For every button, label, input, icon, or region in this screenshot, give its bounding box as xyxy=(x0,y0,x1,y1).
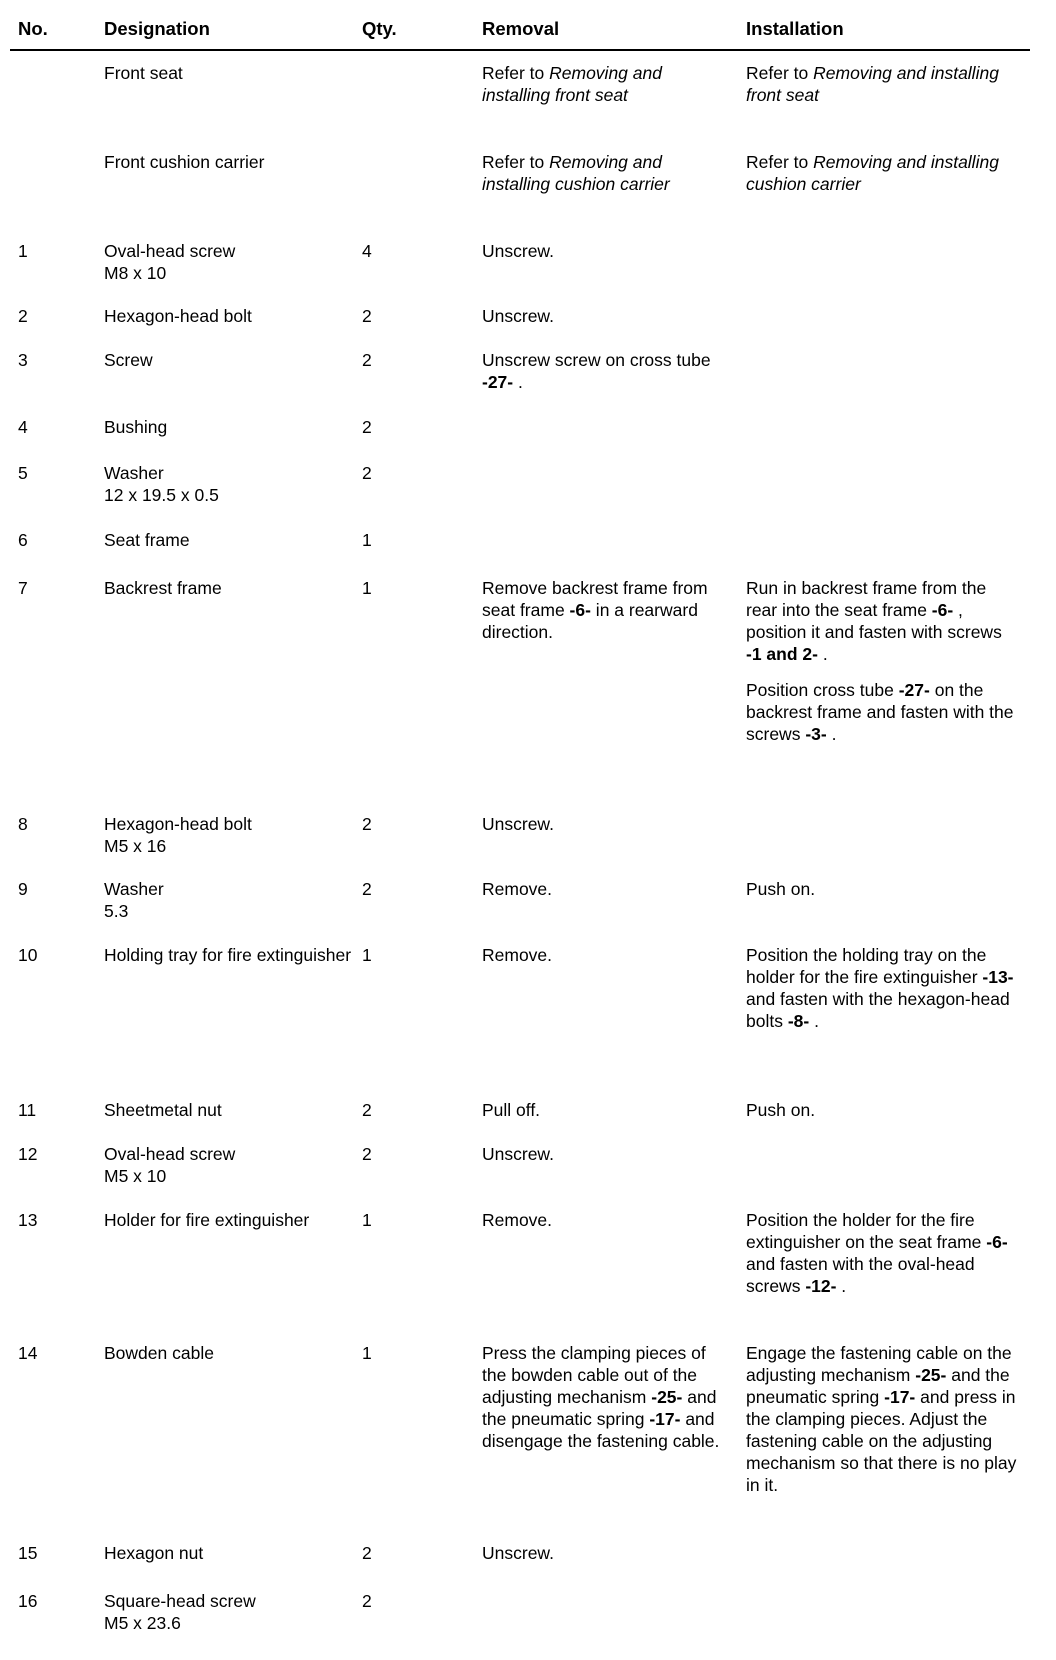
qty-cell: 1 xyxy=(362,578,372,598)
header-no: No. xyxy=(18,18,48,39)
number-cell: 10 xyxy=(18,945,38,965)
designation-cell: Bushing xyxy=(104,417,168,437)
removal-cell: Remove backrest frame from seat frame -6- in a rearward direction. xyxy=(482,578,708,642)
installation-cell: Run in backrest frame from the rear into the seat frame -6- , position it and fasten with screws -1 and 2- . Position cross tube -27- on the backrest frame and fasten with the screws -3- . xyxy=(746,578,1014,744)
removal-cell: Unscrew screw on cross tube -27- . xyxy=(482,350,711,392)
designation-cell: Holding tray for fire extinguisher xyxy=(104,945,352,965)
number-cell: 3 xyxy=(18,350,28,370)
designation-cell: Oval-head screw M5 x 10 xyxy=(104,1144,236,1186)
designation-cell: Hexagon-head bolt M5 x 16 xyxy=(104,814,252,856)
qty-cell: 4 xyxy=(362,241,372,261)
qty-cell: 2 xyxy=(362,306,372,326)
designation-cell: Screw xyxy=(104,350,153,370)
number-cell: 16 xyxy=(18,1591,38,1611)
number-cell: 5 xyxy=(18,463,28,483)
removal-cell: Unscrew. xyxy=(482,814,554,834)
installation-cell: Position the holder for the fire extinguisher on the seat frame -6- and fasten with the oval-head screws -12- . xyxy=(746,1210,1008,1296)
removal-cell: Unscrew. xyxy=(482,306,554,326)
number-cell: 13 xyxy=(18,1210,38,1230)
designation-cell: Holder for fire extinguisher xyxy=(104,1210,310,1230)
designation-cell: Washer 12 x 19.5 x 0.5 xyxy=(104,463,219,505)
number-cell: 14 xyxy=(18,1343,38,1363)
number-cell: 12 xyxy=(18,1144,38,1164)
number-cell: 6 xyxy=(18,530,28,550)
header-installation: Installation xyxy=(746,18,844,39)
qty-cell: 1 xyxy=(362,1343,372,1363)
number-cell: 8 xyxy=(18,814,28,834)
qty-cell: 2 xyxy=(362,1591,372,1611)
qty-cell: 1 xyxy=(362,1210,372,1230)
designation-cell: Hexagon-head bolt xyxy=(104,306,252,326)
qty-cell: 1 xyxy=(362,530,372,550)
header-removal: Removal xyxy=(482,18,560,39)
installation-cell: Refer to Removing and installing front seat xyxy=(746,63,999,105)
designation-cell: Bowden cable xyxy=(104,1343,214,1363)
designation-cell: Hexagon nut xyxy=(104,1543,204,1563)
number-cell: 15 xyxy=(18,1543,38,1563)
header-designation: Designation xyxy=(104,18,210,39)
installation-cell: Push on. xyxy=(746,879,816,899)
qty-cell: 2 xyxy=(362,1543,372,1563)
qty-cell: 2 xyxy=(362,1100,372,1120)
header-qty: Qty. xyxy=(362,18,397,39)
designation-cell: Front seat xyxy=(104,63,183,83)
removal-cell: Remove. xyxy=(482,1210,553,1230)
removal-cell: Unscrew. xyxy=(482,1543,554,1563)
number-cell: 4 xyxy=(18,417,28,437)
qty-cell: 2 xyxy=(362,879,372,899)
installation-cell: Push on. xyxy=(746,1100,816,1120)
qty-cell: 2 xyxy=(362,1144,372,1164)
header-rule xyxy=(10,49,1030,51)
number-cell: 1 xyxy=(18,241,28,261)
removal-cell: Unscrew. xyxy=(482,1144,554,1164)
qty-cell: 2 xyxy=(362,350,372,370)
number-cell: 11 xyxy=(18,1100,37,1120)
designation-cell: Square-head screw M5 x 23.6 xyxy=(104,1591,256,1633)
designation-cell: Backrest frame xyxy=(104,578,222,598)
designation-cell: Washer 5.3 xyxy=(104,879,164,921)
designation-cell: Seat frame xyxy=(104,530,190,550)
qty-cell: 2 xyxy=(362,814,372,834)
removal-cell: Pull off. xyxy=(482,1100,541,1120)
removal-cell: Press the clamping pieces of the bowden cable out of the adjusting mechanism -25- and the pneumatic spring -17- and disengage the fastening cable. xyxy=(482,1343,720,1451)
removal-cell: Remove. xyxy=(482,945,553,965)
installation-cell: Engage the fastening cable on the adjusting mechanism -25- and the pneumatic spring -17- and press in the clamping pieces. Adjust the fastening cable on the adjusting mechanism so that there is no play in it. xyxy=(746,1343,1017,1495)
number-cell: 7 xyxy=(18,578,28,598)
designation-cell: Oval-head screw M8 x 10 xyxy=(104,241,236,283)
removal-cell: Remove. xyxy=(482,879,553,899)
removal-cell: Refer to Removing and installing front seat xyxy=(482,63,662,105)
installation-cell: Position the holding tray on the holder for the fire extinguisher -13- and fasten with the hexagon-head bolts -8- . xyxy=(746,945,1014,1031)
removal-cell: Unscrew. xyxy=(482,241,554,261)
qty-cell: 2 xyxy=(362,463,372,483)
number-cell: 2 xyxy=(18,306,28,326)
designation-cell: Sheetmetal nut xyxy=(104,1100,222,1120)
removal-cell: Refer to Removing and installing cushion carrier xyxy=(482,152,670,194)
qty-cell: 1 xyxy=(362,945,372,965)
number-cell: 9 xyxy=(18,879,28,899)
installation-cell: Refer to Removing and installing cushion carrier xyxy=(746,152,999,194)
designation-cell: Front cushion carrier xyxy=(104,152,265,172)
qty-cell: 2 xyxy=(362,417,372,437)
